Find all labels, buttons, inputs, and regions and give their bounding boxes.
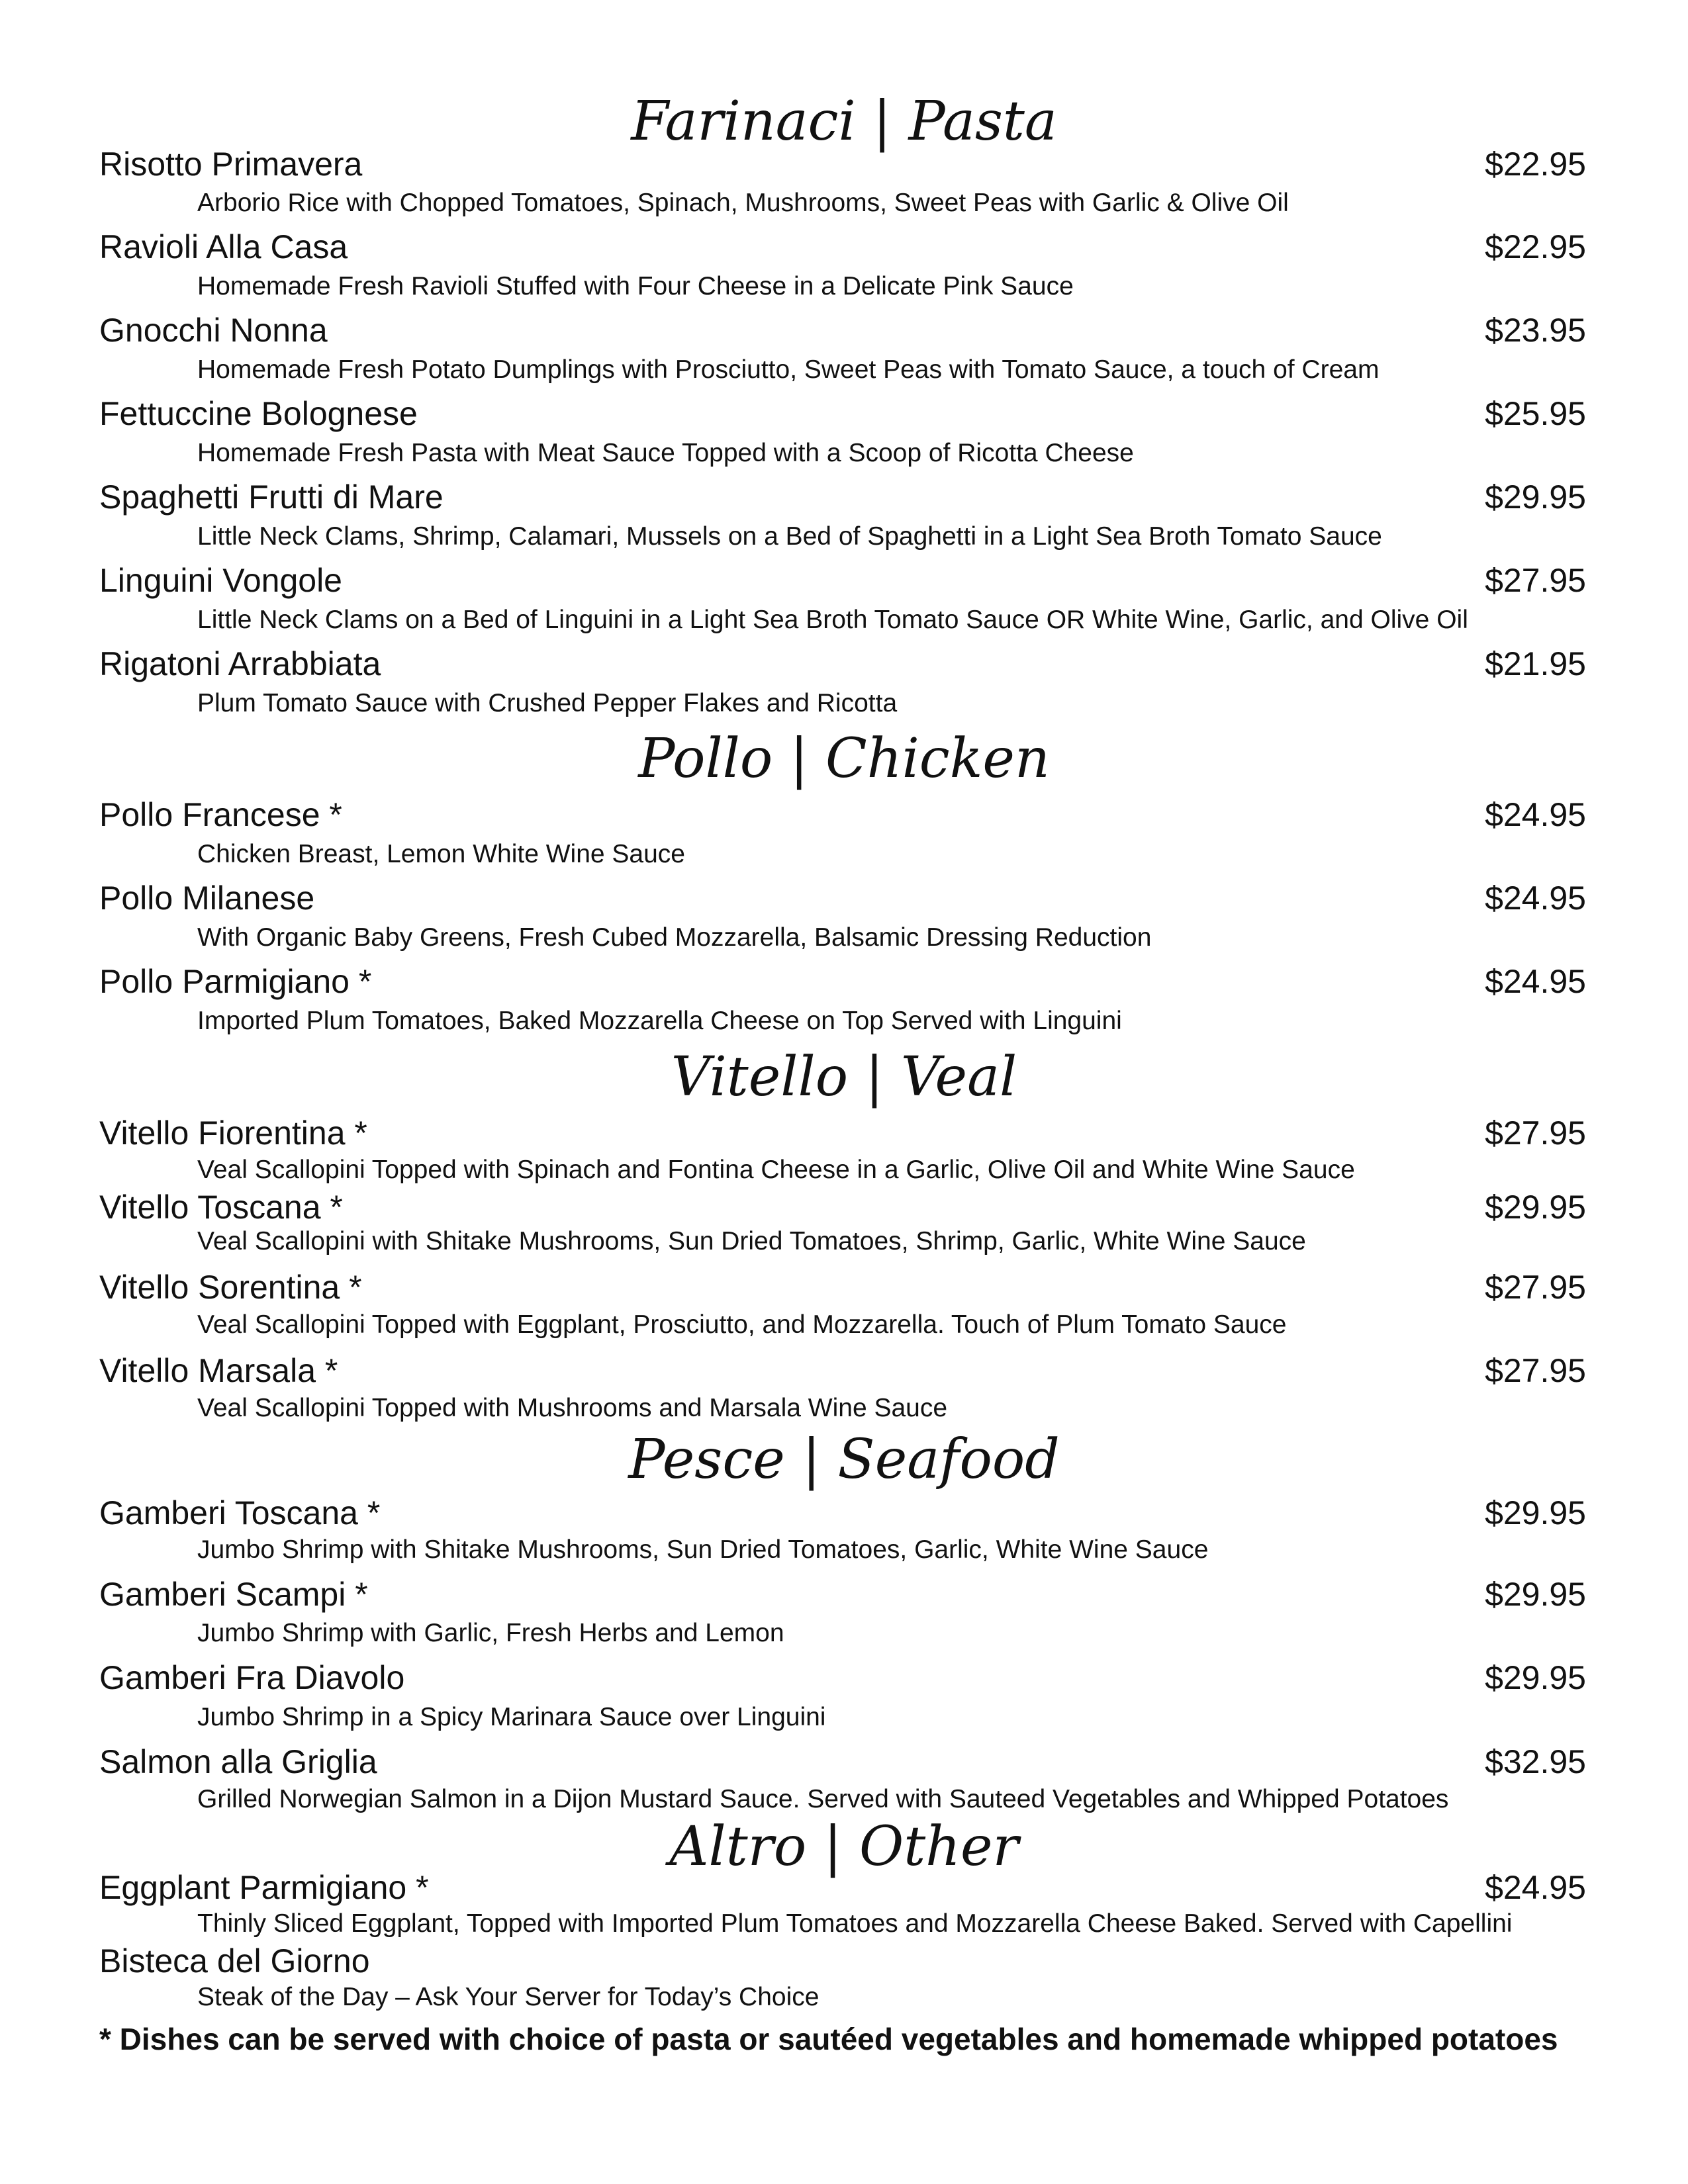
menu-item-price: $24.95 [1485,880,1586,917]
menu-item-description: Steak of the Day – Ask Your Server for Today’s Choice [197,1983,820,2011]
menu-item-description: Little Neck Clams, Shrimp, Calamari, Mussels on a Bed of Spaghetti in a Light Sea Broth Tomato Sauce [197,522,1382,551]
menu-item-name: Linguini Vongole [99,562,342,599]
menu-item-price: $29.95 [1485,1659,1586,1696]
menu-item-description: Veal Scallopini Topped with Eggplant, Prosciutto, and Mozzarella. Touch of Plum Tomato Sauce [197,1310,1287,1339]
menu-item-description: Homemade Fresh Pasta with Meat Sauce Topped with a Scoop of Ricotta Cheese [197,439,1134,467]
menu-item-price: $21.95 [1485,645,1586,682]
menu-item-price: $27.95 [1485,1269,1586,1306]
menu-item-price: $24.95 [1485,1869,1586,1906]
menu-item-description: Jumbo Shrimp with Garlic, Fresh Herbs and Lemon [197,1619,784,1647]
menu-item-description: Grilled Norwegian Salmon in a Dijon Mustard Sauce. Served with Sauteed Vegetables and Whipped Potatoes [197,1785,1449,1813]
menu-item-description: Homemade Fresh Ravioli Stuffed with Four Cheese in a Delicate Pink Sauce [197,272,1074,300]
menu-item-name: Pollo Parmigiano * [99,963,372,1000]
menu-item-price: $27.95 [1485,562,1586,599]
menu-item-name: Fettuccine Bolognese [99,395,418,432]
footnote: * Dishes can be served with choice of pasta or sautéed vegetables and homemade whipped potatoes [99,2022,1558,2056]
menu-item-description: Chicken Breast, Lemon White Wine Sauce [197,840,686,868]
menu-item-price: $29.95 [1485,478,1586,516]
menu-item-description: Imported Plum Tomatoes, Baked Mozzarella Cheese on Top Served with Linguini [197,1007,1122,1035]
menu-item-name: Eggplant Parmigiano * [99,1869,429,1906]
menu-item-price: $24.95 [1485,796,1586,833]
menu-item-description: Plum Tomato Sauce with Crushed Pepper Flakes and Ricotta [197,689,898,717]
menu-item-name: Salmon alla Griglia [99,1743,377,1780]
section-title-pasta: Farinaci | Pasta [631,90,1057,153]
menu-item-name: Ravioli Alla Casa [99,228,348,265]
menu-item-description: Homemade Fresh Potato Dumplings with Prosciutto, Sweet Peas with Tomato Sauce, a touch of Cream [197,355,1380,384]
menu-item-name: Gamberi Fra Diavolo [99,1659,405,1696]
menu-item-name: Vitello Fiorentina * [99,1115,367,1152]
menu-item-price: $27.95 [1485,1115,1586,1152]
menu-item-description: Jumbo Shrimp in a Spicy Marinara Sauce over Linguini [197,1703,826,1731]
menu-item-name: Vitello Marsala * [99,1352,338,1389]
menu-item-name: Pollo Milanese [99,880,315,917]
section-title-veal: Vitello | Veal [671,1046,1017,1109]
menu-item-name: Vitello Sorentina * [99,1269,362,1306]
menu-item-price: $25.95 [1485,395,1586,432]
menu-item-description: With Organic Baby Greens, Fresh Cubed Mozzarella, Balsamic Dressing Reduction [197,923,1152,952]
menu-item-price: $27.95 [1485,1352,1586,1389]
menu-item-name: Gamberi Scampi * [99,1576,368,1613]
menu-item-price: $29.95 [1485,1189,1586,1226]
menu-item-description: Arborio Rice with Chopped Tomatoes, Spinach, Mushrooms, Sweet Peas with Garlic & Olive Oil [197,189,1289,217]
menu-item-price: $32.95 [1485,1743,1586,1780]
menu-item-name: Bisteca del Giorno [99,1942,370,1979]
menu-item-description: Veal Scallopini Topped with Mushrooms and Marsala Wine Sauce [197,1394,948,1422]
menu-item-name: Vitello Toscana * [99,1189,343,1226]
menu-item-name: Gamberi Toscana * [99,1494,381,1531]
menu-item-description: Little Neck Clams on a Bed of Linguini in a Light Sea Broth Tomato Sauce OR White Wine, Garlic, and Olive Oil [197,606,1468,634]
section-title-other: Altro | Other [669,1815,1019,1878]
menu-item-description: Jumbo Shrimp with Shitake Mushrooms, Sun Dried Tomatoes, Garlic, White Wine Sauce [197,1535,1209,1564]
section-title-seafood: Pesce | Seafood [628,1428,1060,1491]
menu-item-price: $24.95 [1485,963,1586,1000]
menu-item-name: Gnocchi Nonna [99,312,328,349]
menu-item-name: Rigatoni Arrabbiata [99,645,381,682]
menu-item-description: Veal Scallopini Topped with Spinach and Fontina Cheese in a Garlic, Olive Oil and White Wine Sauce [197,1156,1355,1184]
menu-item-price: $22.95 [1485,228,1586,265]
menu-item-price: $29.95 [1485,1494,1586,1531]
menu-item-price: $29.95 [1485,1576,1586,1613]
menu-item-name: Risotto Primavera [99,146,363,183]
section-title-chicken: Pollo | Chicken [638,727,1050,790]
menu-item-price: $23.95 [1485,312,1586,349]
menu-item-name: Spaghetti Frutti di Mare [99,478,444,516]
menu-item-price: $22.95 [1485,146,1586,183]
menu-item-description: Thinly Sliced Eggplant, Topped with Imported Plum Tomatoes and Mozzarella Cheese Baked. Served with Capellini [197,1909,1513,1938]
menu-item-description: Veal Scallopini with Shitake Mushrooms, Sun Dried Tomatoes, Shrimp, Garlic, White Wine Sauce [197,1227,1306,1255]
menu-item-name: Pollo Francese * [99,796,342,833]
